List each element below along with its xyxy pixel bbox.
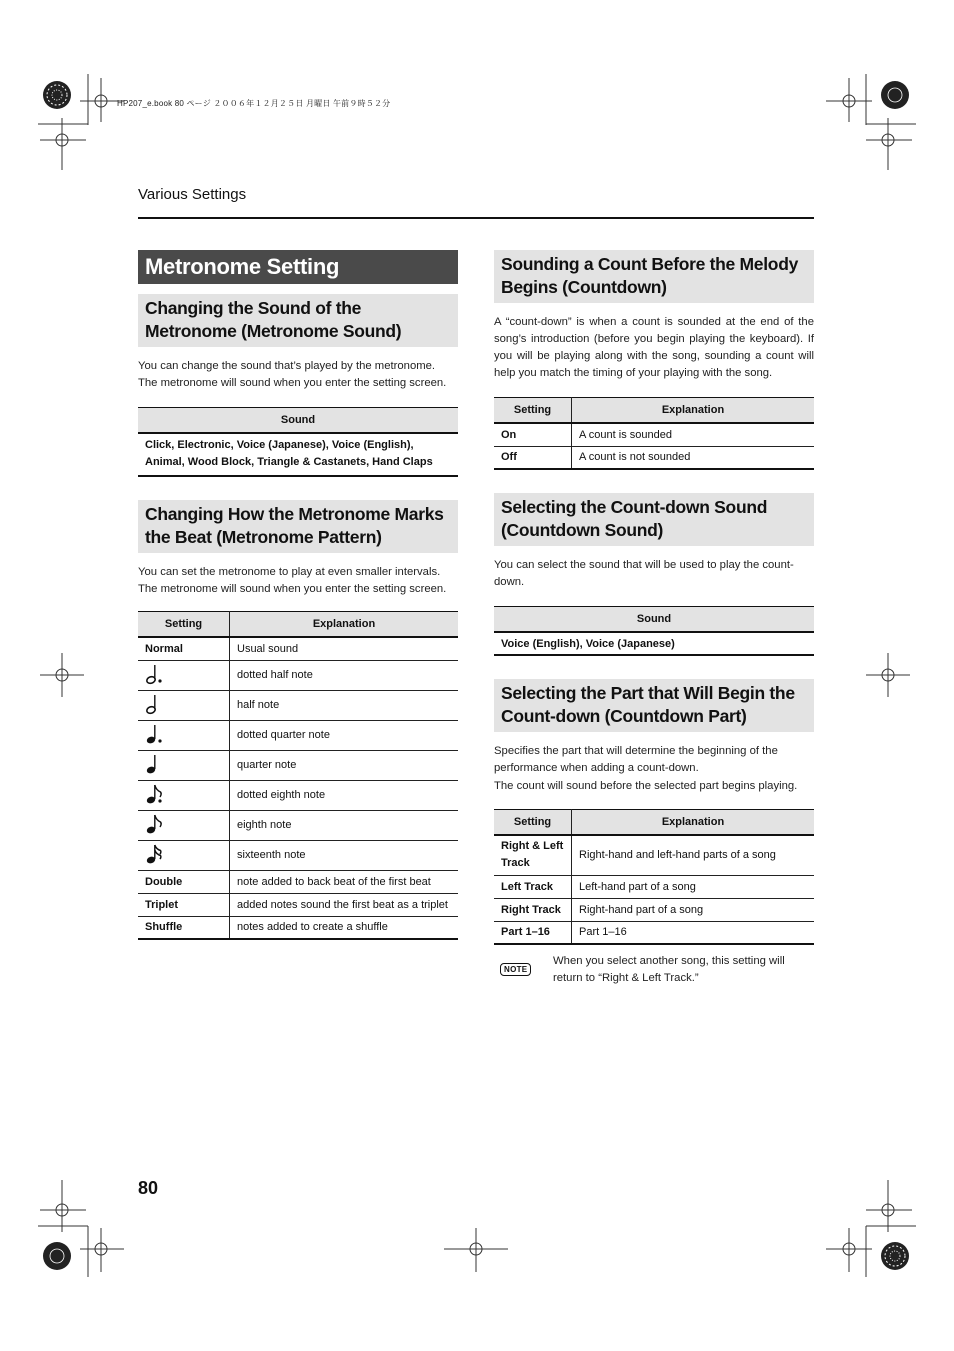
right-column [494, 250, 814, 987]
metronome-pattern-heading: Changing How the Metronome Marks the Beat (Metronome Pattern) [138, 500, 458, 553]
table-cell: dotted quarter note [230, 720, 459, 750]
dotted-quarter-note-icon [145, 723, 165, 745]
countdown-heading: Sounding a Count Before the Melody Begins (Countdown) [494, 250, 814, 303]
metronome-sound-description [138, 358, 458, 392]
table-header: Explanation [572, 398, 815, 424]
metronome-pattern-table [138, 611, 458, 940]
table-cell: Shuffle [138, 916, 230, 939]
table-row [138, 637, 458, 660]
table-cell: dotted eighth note [230, 780, 459, 810]
countdown-part-table [494, 809, 814, 945]
table-header: Explanation [230, 612, 459, 638]
table-cell: Normal [138, 637, 230, 660]
table-cell: quarter note [230, 750, 459, 780]
note-text: When you select another song, this setting will return to “Right & Left Track.” [553, 955, 785, 984]
table-cell: dotted half note [230, 660, 459, 690]
table-header: Sound [494, 607, 814, 633]
table-cell: added notes sound the first beat as a triplet [230, 893, 459, 916]
table-row [494, 921, 814, 944]
table-row [138, 660, 458, 690]
table-row [138, 690, 458, 720]
table-row [138, 870, 458, 893]
page-title: Metronome Setting [138, 250, 458, 284]
dotted-eighth-note-icon [145, 783, 167, 805]
table-cell: half note [230, 690, 459, 720]
table-cell: A count is not sounded [572, 446, 815, 469]
table-cell: Part 1–16 [494, 921, 572, 944]
table-cell: Off [494, 446, 572, 469]
table-row [138, 720, 458, 750]
table-header: Setting [138, 612, 230, 638]
table-cell: Left Track [494, 875, 572, 898]
print-header: HP207_e.book 80 ページ ２００６年１２月２５日 月曜日 午前９時５２分 [117, 99, 391, 108]
table-header: Setting [494, 810, 572, 836]
table-cell: Double [138, 870, 230, 893]
table-row [494, 446, 814, 469]
countdown-table [494, 397, 814, 470]
section-label: Various Settings [138, 186, 247, 203]
table-cell: eighth note [230, 810, 459, 840]
note-block [494, 953, 814, 987]
table-cell: note added to back beat of the first beat [230, 870, 459, 893]
table-row [494, 835, 814, 875]
metronome-sound-table [138, 407, 458, 477]
table-cell: Triplet [138, 893, 230, 916]
table-row [138, 780, 458, 810]
table-header: Sound [138, 408, 458, 434]
table-cell: Voice (English), Voice (Japanese) [494, 632, 814, 655]
table-row [138, 840, 458, 870]
table-cell: Right & Left Track [494, 835, 572, 875]
table-row [494, 875, 814, 898]
paragraph: Specifies the part that will determine the beginning of the performance when adding a count-down. [494, 745, 778, 774]
eighth-note-icon [145, 813, 167, 835]
table-cell: notes added to create a shuffle [230, 916, 459, 939]
quarter-note-icon [145, 753, 165, 775]
table-row [138, 916, 458, 939]
table-cell: Right-hand and left-hand parts of a song [572, 835, 815, 875]
table-cell: A count is sounded [572, 423, 815, 446]
paragraph: You can change the sound that’s played by the metronome. [138, 360, 436, 372]
countdown-sound-table [494, 606, 814, 656]
countdown-part-description [494, 743, 814, 795]
paragraph: The metronome will sound when you enter the setting screen. [138, 583, 447, 595]
table-row [138, 810, 458, 840]
paragraph: The count will sound before the selected part begins playing. [494, 780, 798, 792]
table-row [494, 898, 814, 921]
header-rule [138, 217, 814, 219]
page-number: 80 [138, 1178, 159, 1198]
half-note-icon [145, 693, 165, 715]
paragraph: You can select the sound that will be used to play the count-down. [494, 559, 794, 588]
countdown-part-heading: Selecting the Part that Will Begin the Count-down (Countdown Part) [494, 679, 814, 732]
note-badge: NOTE [500, 963, 531, 976]
sixteenth-note-icon [145, 843, 167, 865]
table-row [494, 423, 814, 446]
paragraph: A “count-down” is when a count is sounded at the end of the song’s introduction (before you begin playing the keyboard). If you will be playing along with the song, sounding a count will help you match the timing of your playing with the song. [494, 316, 814, 379]
table-header: Explanation [572, 810, 815, 836]
table-cell: sixteenth note [230, 840, 459, 870]
table-cell: Right-hand part of a song [572, 898, 815, 921]
left-column [138, 250, 458, 940]
table-row [138, 750, 458, 780]
table-cell: Part 1–16 [572, 921, 815, 944]
countdown-sound-heading: Selecting the Count-down Sound (Countdown Sound) [494, 493, 814, 546]
table-cell: Usual sound [230, 637, 459, 660]
metronome-pattern-description [138, 564, 458, 598]
dotted-half-note-icon [145, 663, 165, 685]
table-cell: Left-hand part of a song [572, 875, 815, 898]
table-header: Setting [494, 398, 572, 424]
countdown-description [494, 314, 814, 382]
table-row [138, 893, 458, 916]
table-cell: Right Track [494, 898, 572, 921]
paragraph: You can set the metronome to play at even smaller intervals. [138, 566, 441, 578]
metronome-sound-heading: Changing the Sound of the Metronome (Metronome Sound) [138, 294, 458, 347]
table-cell: Click, Electronic, Voice (Japanese), Voice (English), Animal, Wood Block, Triangle & Castanets, Hand Claps [138, 433, 458, 476]
table-cell: On [494, 423, 572, 446]
countdown-sound-description [494, 557, 814, 591]
paragraph: The metronome will sound when you enter the setting screen. [138, 377, 447, 389]
